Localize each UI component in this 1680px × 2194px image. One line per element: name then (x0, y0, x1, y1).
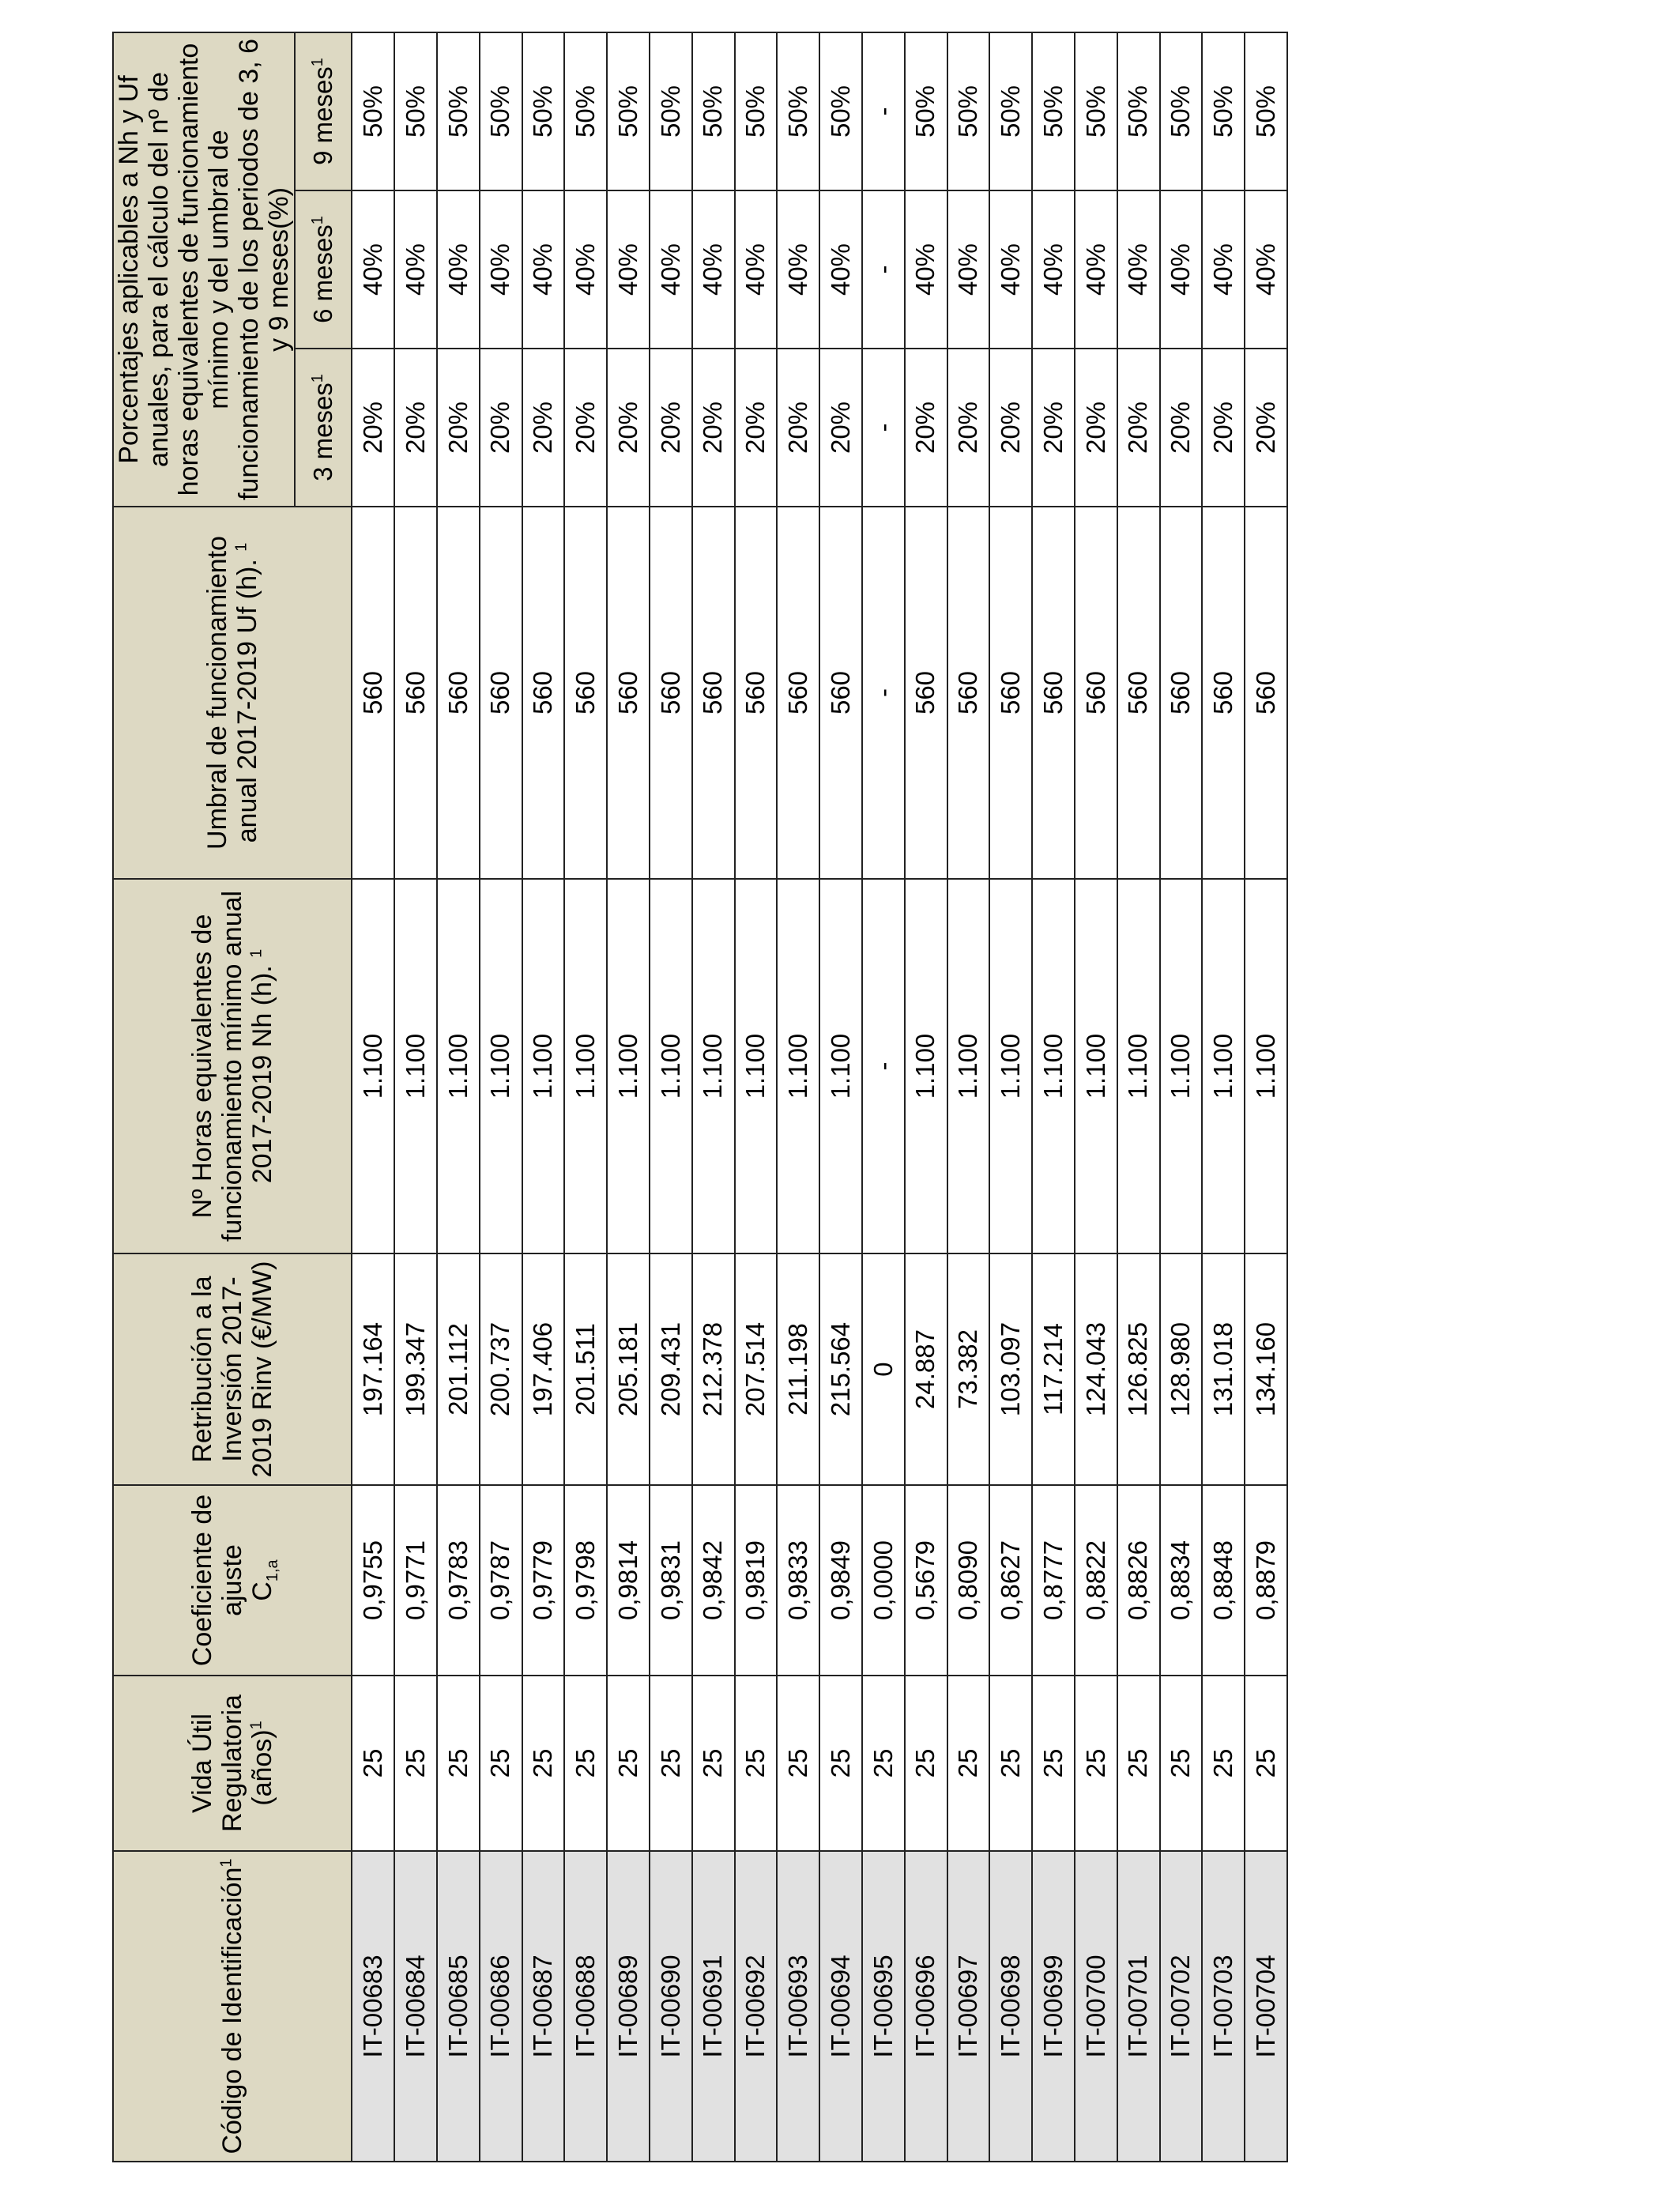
cell-code: IT-00683 (352, 1851, 394, 2162)
cell-rinv: 24.887 (905, 1253, 947, 1485)
cell-coef: 0,9787 (480, 1485, 522, 1676)
cell-m9: 50% (819, 32, 862, 190)
table-row (947, 32, 990, 2162)
cell-m3: 20% (735, 349, 778, 507)
cell-m3: 20% (522, 349, 565, 507)
cell-m9: 50% (564, 32, 607, 190)
cell-coef: 0,9849 (819, 1485, 862, 1676)
header-vida-util: Vida Útil Regulatoria (años)$^1$ (113, 1676, 352, 1851)
cell-m3: 20% (437, 349, 480, 507)
cell-m9: 50% (1075, 32, 1117, 190)
cell-code: IT-00695 (862, 1851, 905, 2162)
header-nh: Nº Horas equivalentes de funcionamiento mínimo anual 2017-2019 Nh (h). $^1$ (113, 879, 352, 1253)
cell-coef: 0,8777 (1032, 1485, 1075, 1676)
table-row (735, 32, 778, 2162)
cell-uf: 560 (480, 507, 522, 879)
cell-nh: 1.100 (947, 879, 990, 1253)
cell-uf: 560 (1075, 507, 1117, 879)
cell-m9: 50% (989, 32, 1032, 190)
cell-m6: 40% (1245, 190, 1287, 349)
cell-code: IT-00698 (989, 1851, 1032, 2162)
cell-coef: 0,8627 (989, 1485, 1032, 1676)
cell-uf: 560 (819, 507, 862, 879)
cell-m9: 50% (1160, 32, 1203, 190)
cell-m3: 20% (1032, 349, 1075, 507)
cell-m3: 20% (905, 349, 947, 507)
cell-code: IT-00703 (1202, 1851, 1245, 2162)
cell-m6: 40% (607, 190, 650, 349)
cell-vida: 25 (352, 1676, 394, 1851)
header-9-meses: 9 meses$^1$ (295, 32, 352, 190)
cell-rinv: 209.431 (650, 1253, 692, 1485)
cell-code: IT-00697 (947, 1851, 990, 2162)
cell-m9: 50% (1202, 32, 1245, 190)
cell-m9: 50% (735, 32, 778, 190)
cell-rinv: 205.181 (607, 1253, 650, 1485)
cell-nh: 1.100 (1160, 879, 1203, 1253)
cell-m6: 40% (564, 190, 607, 349)
cell-nh: 1.100 (650, 879, 692, 1253)
cell-nh: 1.100 (1032, 879, 1075, 1253)
cell-nh: 1.100 (1117, 879, 1160, 1253)
table-row (819, 32, 862, 2162)
cell-nh: 1.100 (394, 879, 437, 1253)
cell-m9: 50% (650, 32, 692, 190)
table-row (1202, 32, 1245, 2162)
cell-uf: 560 (650, 507, 692, 879)
cell-m3: 20% (1075, 349, 1117, 507)
cell-rinv: 126.825 (1117, 1253, 1160, 1485)
header-3-meses: 3 meses$^1$ (295, 349, 352, 507)
cell-m3: - (862, 349, 905, 507)
table-row (522, 32, 565, 2162)
header-codigo: Código de Identificación$^1$ (113, 1851, 352, 2162)
cell-uf: 560 (1202, 507, 1245, 879)
table-row (480, 32, 522, 2162)
cell-rinv: 211.198 (777, 1253, 819, 1485)
table-row (394, 32, 437, 2162)
cell-uf: 560 (394, 507, 437, 879)
cell-rinv: 134.160 (1245, 1253, 1287, 1485)
cell-coef: 0,9783 (437, 1485, 480, 1676)
cell-vida: 25 (905, 1676, 947, 1851)
cell-m3: 20% (1117, 349, 1160, 507)
table-row (1032, 32, 1075, 2162)
cell-coef: 0,8826 (1117, 1485, 1160, 1676)
cell-vida: 25 (947, 1676, 990, 1851)
cell-m9: 50% (1117, 32, 1160, 190)
cell-uf: 560 (1032, 507, 1075, 879)
cell-coef: 0,8848 (1202, 1485, 1245, 1676)
cell-coef: 0,9833 (777, 1485, 819, 1676)
cell-nh: 1.100 (735, 879, 778, 1253)
cell-code: IT-00684 (394, 1851, 437, 2162)
cell-m3: 20% (352, 349, 394, 507)
cell-m6: 40% (1202, 190, 1245, 349)
cell-vida: 25 (819, 1676, 862, 1851)
cell-m3: 20% (947, 349, 990, 507)
cell-m9: 50% (692, 32, 735, 190)
cell-nh: 1.100 (692, 879, 735, 1253)
cell-m6: 40% (735, 190, 778, 349)
cell-nh: 1.100 (989, 879, 1032, 1253)
cell-m6: 40% (1117, 190, 1160, 349)
cell-coef: 0,9814 (607, 1485, 650, 1676)
retribution-table (112, 32, 1288, 2162)
cell-code: IT-00701 (1117, 1851, 1160, 2162)
cell-rinv: 215.564 (819, 1253, 862, 1485)
cell-rinv: 124.043 (1075, 1253, 1117, 1485)
cell-code: IT-00689 (607, 1851, 650, 2162)
cell-vida: 25 (564, 1676, 607, 1851)
cell-m9: 50% (947, 32, 990, 190)
cell-nh: 1.100 (905, 879, 947, 1253)
cell-m6: 40% (437, 190, 480, 349)
cell-nh: 1.100 (777, 879, 819, 1253)
cell-rinv: 201.112 (437, 1253, 480, 1485)
cell-m9: 50% (777, 32, 819, 190)
cell-rinv: 128.980 (1160, 1253, 1203, 1485)
cell-coef: 0,9798 (564, 1485, 607, 1676)
cell-nh: 1.100 (480, 879, 522, 1253)
cell-uf: 560 (1245, 507, 1287, 879)
cell-code: IT-00694 (819, 1851, 862, 2162)
cell-nh: 1.100 (819, 879, 862, 1253)
cell-m6: 40% (1160, 190, 1203, 349)
cell-vida: 25 (1202, 1676, 1245, 1851)
cell-m3: 20% (650, 349, 692, 507)
cell-uf: 560 (905, 507, 947, 879)
cell-m6: 40% (394, 190, 437, 349)
cell-m9: 50% (607, 32, 650, 190)
cell-m9: 50% (1245, 32, 1287, 190)
cell-m9: 50% (437, 32, 480, 190)
cell-uf: 560 (352, 507, 394, 879)
cell-coef: 0,9771 (394, 1485, 437, 1676)
cell-vida: 25 (1117, 1676, 1160, 1851)
cell-uf: 560 (1117, 507, 1160, 879)
cell-code: IT-00700 (1075, 1851, 1117, 2162)
cell-rinv: 0 (862, 1253, 905, 1485)
cell-uf: 560 (989, 507, 1032, 879)
cell-m6: 40% (692, 190, 735, 349)
cell-vida: 25 (1160, 1676, 1203, 1851)
cell-uf: 560 (437, 507, 480, 879)
cell-code: IT-00686 (480, 1851, 522, 2162)
table-row (989, 32, 1032, 2162)
header-uf: Umbral de funcionamiento anual 2017-2019 Uf (h). $^1$ (113, 507, 352, 879)
cell-m9: - (862, 32, 905, 190)
table-row (1160, 32, 1203, 2162)
cell-m6: 40% (1075, 190, 1117, 349)
cell-m6: 40% (777, 190, 819, 349)
cell-coef: 0,9842 (692, 1485, 735, 1676)
cell-m3: 20% (1202, 349, 1245, 507)
cell-code: IT-00693 (777, 1851, 819, 2162)
cell-vida: 25 (394, 1676, 437, 1851)
table-row (692, 32, 735, 2162)
cell-nh: 1.100 (1075, 879, 1117, 1253)
cell-m3: 20% (1245, 349, 1287, 507)
table-row (777, 32, 819, 2162)
cell-vida: 25 (522, 1676, 565, 1851)
cell-m3: 20% (1160, 349, 1203, 507)
cell-m6: 40% (352, 190, 394, 349)
cell-rinv: 207.514 (735, 1253, 778, 1485)
cell-m3: 20% (480, 349, 522, 507)
cell-code: IT-00687 (522, 1851, 565, 2162)
cell-code: IT-00692 (735, 1851, 778, 2162)
cell-uf: 560 (735, 507, 778, 879)
cell-coef: 0,5679 (905, 1485, 947, 1676)
header-coeficiente: Coeficiente de ajuste $C_{1,a}$ (113, 1485, 352, 1676)
table-row (352, 32, 394, 2162)
cell-nh: 1.100 (437, 879, 480, 1253)
cell-vida: 25 (862, 1676, 905, 1851)
cell-m6: 40% (1032, 190, 1075, 349)
cell-code: IT-00702 (1160, 1851, 1203, 2162)
cell-m6: 40% (905, 190, 947, 349)
cell-uf: 560 (947, 507, 990, 879)
cell-vida: 25 (989, 1676, 1032, 1851)
cell-uf: 560 (607, 507, 650, 879)
cell-rinv: 131.018 (1202, 1253, 1245, 1485)
cell-vida: 25 (1075, 1676, 1117, 1851)
cell-nh: 1.100 (1245, 879, 1287, 1253)
table-row (607, 32, 650, 2162)
cell-code: IT-00691 (692, 1851, 735, 2162)
cell-m9: 50% (522, 32, 565, 190)
cell-coef: 0,9755 (352, 1485, 394, 1676)
cell-uf: 560 (522, 507, 565, 879)
cell-m6: 40% (650, 190, 692, 349)
cell-m6: 40% (522, 190, 565, 349)
header-porcentajes: Porcentajes aplicables a Nh y Uf anuales, para el cálculo del nº de horas equivalentes de funcionamiento mínimo y del umbral de funcionamiento de los periodos de 3, 6 y 9 meses(%) (113, 32, 295, 507)
cell-rinv: 197.406 (522, 1253, 565, 1485)
table-row (862, 32, 905, 2162)
cell-uf: - (862, 507, 905, 879)
cell-rinv: 201.511 (564, 1253, 607, 1485)
cell-vida: 25 (650, 1676, 692, 1851)
cell-rinv: 199.347 (394, 1253, 437, 1485)
cell-nh: 1.100 (1202, 879, 1245, 1253)
cell-m3: 20% (607, 349, 650, 507)
cell-vida: 25 (777, 1676, 819, 1851)
cell-m9: 50% (352, 32, 394, 190)
table-row (650, 32, 692, 2162)
cell-code: IT-00688 (564, 1851, 607, 2162)
cell-m3: 20% (394, 349, 437, 507)
cell-coef: 0,8834 (1160, 1485, 1203, 1676)
cell-coef: 0,0000 (862, 1485, 905, 1676)
cell-m6: - (862, 190, 905, 349)
cell-m9: 50% (1032, 32, 1075, 190)
cell-vida: 25 (1032, 1676, 1075, 1851)
cell-m3: 20% (819, 349, 862, 507)
cell-nh: 1.100 (607, 879, 650, 1253)
cell-m3: 20% (989, 349, 1032, 507)
cell-coef: 0,9779 (522, 1485, 565, 1676)
cell-rinv: 73.382 (947, 1253, 990, 1485)
cell-code: IT-00685 (437, 1851, 480, 2162)
cell-vida: 25 (692, 1676, 735, 1851)
cell-m6: 40% (989, 190, 1032, 349)
cell-m9: 50% (394, 32, 437, 190)
cell-uf: 560 (692, 507, 735, 879)
table-row (1245, 32, 1287, 2162)
cell-m9: 50% (905, 32, 947, 190)
header-rinv: Retribución a la Inversión 2017-2019 Rinv (€/MW) (113, 1253, 352, 1485)
cell-m6: 40% (947, 190, 990, 349)
cell-rinv: 103.097 (989, 1253, 1032, 1485)
cell-vida: 25 (437, 1676, 480, 1851)
cell-nh: 1.100 (352, 879, 394, 1253)
cell-vida: 25 (607, 1676, 650, 1851)
cell-code: IT-00704 (1245, 1851, 1287, 2162)
cell-coef: 0,9831 (650, 1485, 692, 1676)
cell-nh: 1.100 (522, 879, 565, 1253)
cell-code: IT-00696 (905, 1851, 947, 2162)
cell-vida: 25 (1245, 1676, 1287, 1851)
table-row (564, 32, 607, 2162)
cell-nh: 1.100 (564, 879, 607, 1253)
cell-coef: 0,8090 (947, 1485, 990, 1676)
cell-m3: 20% (777, 349, 819, 507)
cell-rinv: 212.378 (692, 1253, 735, 1485)
cell-uf: 560 (777, 507, 819, 879)
cell-vida: 25 (480, 1676, 522, 1851)
cell-uf: 560 (1160, 507, 1203, 879)
cell-code: IT-00690 (650, 1851, 692, 2162)
cell-coef: 0,8879 (1245, 1485, 1287, 1676)
header-6-meses: 6 meses$^1$ (295, 190, 352, 349)
table-row (1117, 32, 1160, 2162)
cell-code: IT-00699 (1032, 1851, 1075, 2162)
table-row (905, 32, 947, 2162)
cell-vida: 25 (735, 1676, 778, 1851)
cell-m3: 20% (564, 349, 607, 507)
cell-rinv: 200.737 (480, 1253, 522, 1485)
cell-nh: - (862, 879, 905, 1253)
table-row (1075, 32, 1117, 2162)
cell-uf: 560 (564, 507, 607, 879)
cell-coef: 0,9819 (735, 1485, 778, 1676)
cell-m6: 40% (819, 190, 862, 349)
cell-m9: 50% (480, 32, 522, 190)
cell-m3: 20% (692, 349, 735, 507)
cell-m6: 40% (480, 190, 522, 349)
cell-rinv: 197.164 (352, 1253, 394, 1485)
cell-coef: 0,8822 (1075, 1485, 1117, 1676)
rotated-table-frame (112, 33, 1288, 2162)
cell-rinv: 117.214 (1032, 1253, 1075, 1485)
table-row (437, 32, 480, 2162)
